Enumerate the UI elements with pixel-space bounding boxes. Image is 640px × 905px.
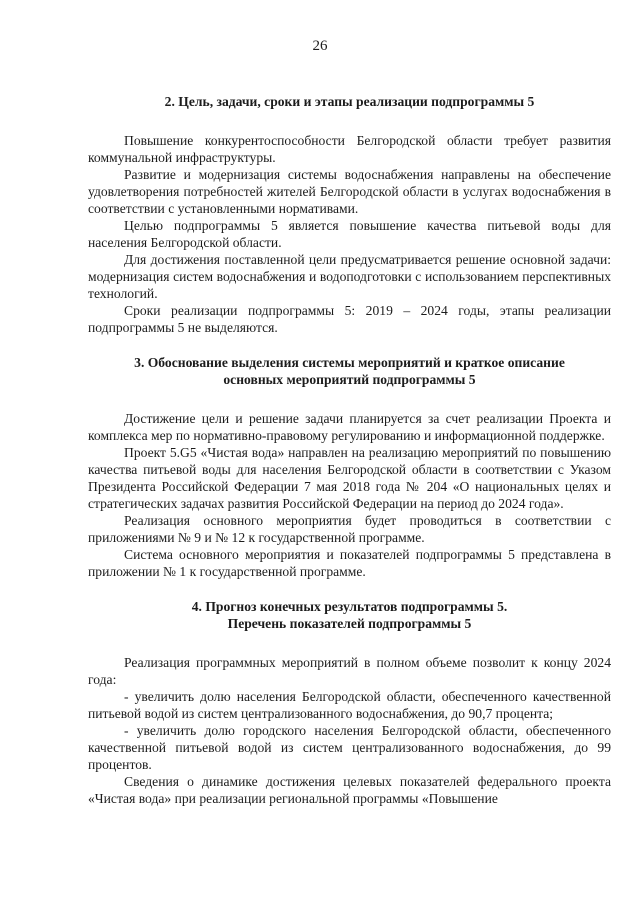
section-4-heading xyxy=(88,598,611,632)
paragraph: Проект 5.G5 «Чистая вода» направлен на реализацию мероприятий по повышению качества питьевой воды для населения Белгородской области в соответствии с Указом Президента Российской Федерации 7 мая 2018 года № 204 «О национальных целях и стратегических задачах развития Российской Федерации на период до 2024 года». xyxy=(88,445,611,511)
section-heading-line: Перечень показателей подпрограммы 5 xyxy=(227,616,472,631)
document-body xyxy=(88,93,611,807)
paragraph: Целью подпрограммы 5 является повышение качества питьевой воды для населения Белгородской области. xyxy=(88,218,611,250)
section-3-heading xyxy=(88,354,611,388)
paragraph: Реализация основного мероприятия будет проводиться в соответствии с приложениями № 9 и № 12 к государственной программе. xyxy=(88,513,611,545)
section-heading-line: 4. Прогноз конечных результатов подпрограммы 5. xyxy=(191,599,508,614)
paragraph: - увеличить долю населения Белгородской области, обеспеченного качественной питьевой водой из систем централизованного водоснабжения, до 90,7 процента; xyxy=(88,689,611,721)
paragraph: Для достижения поставленной цели предусматривается решение основной задачи: модернизация систем водоснабжения и водоподготовки с использованием перспективных технологий. xyxy=(88,252,611,301)
paragraph: Достижение цели и решение задачи планируется за счет реализации Проекта и комплекса мер по нормативно-правовому регулированию и информационной поддержке. xyxy=(88,411,611,443)
paragraph: Сроки реализации подпрограммы 5: 2019 – 2024 годы, этапы реализации подпрограммы 5 не выделяются. xyxy=(88,303,611,335)
section-heading-line: 3. Обоснование выделения системы мероприятий и краткое описание xyxy=(134,355,565,370)
paragraph: Повышение конкурентоспособности Белгородской области требует развития коммунальной инфраструктуры. xyxy=(88,133,611,165)
page-number: 26 xyxy=(312,38,328,54)
paragraph: - увеличить долю городского населения Белгородской области, обеспеченного качественной питьевой водой из систем централизованного водоснабжения, до 99 процентов. xyxy=(88,723,611,772)
section-heading-line: основных мероприятий подпрограммы 5 xyxy=(223,372,476,387)
section-2-heading xyxy=(88,93,611,110)
paragraph: Реализация программных мероприятий в полном объеме позволит к концу 2024 года: xyxy=(88,655,611,687)
section-heading-line: 2. Цель, задачи, сроки и этапы реализации подпрограммы 5 xyxy=(164,94,535,109)
paragraph: Развитие и модернизация системы водоснабжения направлены на обеспечение удовлетворения потребностей жителей Белгородской области в услугах водоснабжения в соответствии с установленными нормативами. xyxy=(88,167,611,216)
paragraph: Система основного мероприятия и показателей подпрограммы 5 представлена в приложении № 1 к государственной программе. xyxy=(88,547,611,579)
paragraph: Сведения о динамике достижения целевых показателей федерального проекта «Чистая вода» при реализации региональной программы «Повышение xyxy=(88,774,611,806)
